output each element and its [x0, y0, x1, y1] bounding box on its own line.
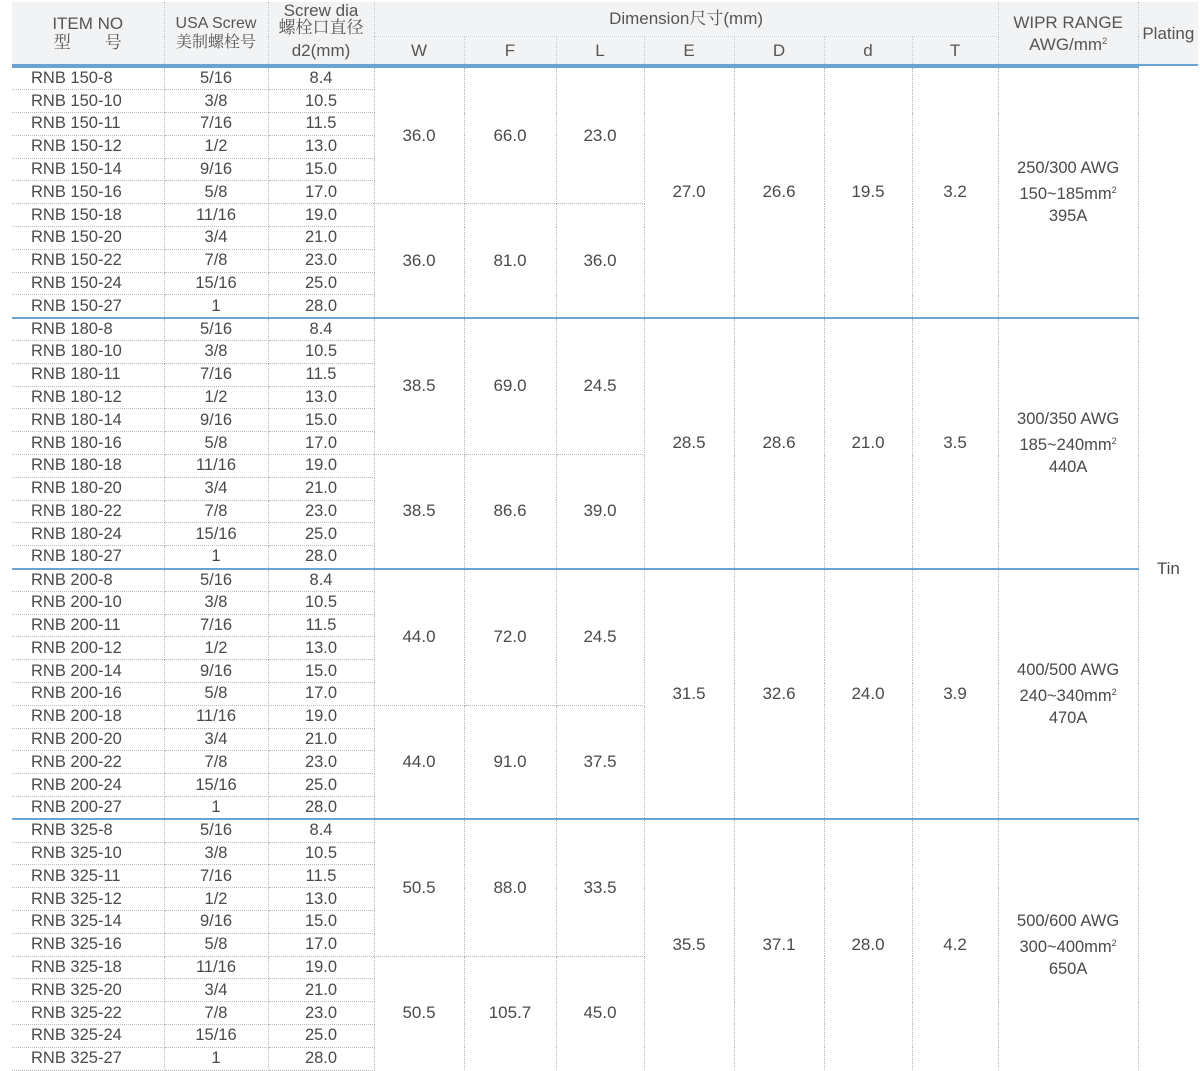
usa-screw-cell: 1/2	[164, 888, 268, 911]
screw-dia-cell: 19.0	[268, 705, 374, 728]
usa-screw-cell: 5/8	[164, 181, 268, 204]
header-wipr-range: WIPR RANGE AWG/$mm^2$	[998, 2, 1138, 65]
screw-dia-cell: 10.5	[268, 591, 374, 614]
item-no-cell: RNB 150-12	[12, 135, 164, 158]
header-e: E	[644, 36, 734, 65]
screw-dia-cell: 19.0	[268, 956, 374, 979]
screw-dia-cell: 28.0	[268, 546, 374, 569]
screw-dia-cell: 13.0	[268, 888, 374, 911]
plating-cell: Tin	[1156, 558, 1180, 578]
screw-dia-cell: 8.4	[268, 67, 374, 90]
item-no-cell: RNB 200-18	[12, 705, 164, 728]
item-no-cell: RNB 325-14	[12, 910, 164, 933]
usa-screw-cell: 3/8	[164, 842, 268, 865]
usa-screw-cell: 1	[164, 546, 268, 569]
item-no-cell: RNB 180-22	[12, 500, 164, 523]
t-cell: 3.9	[912, 569, 998, 820]
item-no-cell: RNB 325-16	[12, 933, 164, 956]
item-no-cell: RNB 200-24	[12, 774, 164, 797]
wipr-range-cell: 300/350 AWG $185\sim 240mm^2$ 440A	[998, 318, 1138, 569]
item-no-cell: RNB 180-10	[12, 341, 164, 364]
f-cell: 72.0	[464, 569, 556, 706]
l-cell: 24.5	[556, 569, 644, 706]
e-cell: 28.5	[644, 318, 734, 569]
item-no-cell: RNB 150-24	[12, 272, 164, 295]
item-no-cell: RNB 180-20	[12, 477, 164, 500]
screw-dia-cell: 11.5	[268, 865, 374, 888]
usa-screw-cell: 1	[164, 295, 268, 318]
item-no-cell: RNB 180-8	[12, 318, 164, 341]
header-dimension: Dimension尺寸(mm)	[374, 2, 998, 36]
table-row	[12, 318, 1198, 341]
l-cell: 24.5	[556, 318, 644, 455]
item-no-cell: RNB 325-20	[12, 979, 164, 1002]
usa-screw-cell: 1/2	[164, 135, 268, 158]
usa-screw-cell: 9/16	[164, 910, 268, 933]
item-no-cell: RNB 325-10	[12, 842, 164, 865]
item-no-cell: RNB 150-18	[12, 204, 164, 227]
item-no-cell: RNB 325-18	[12, 956, 164, 979]
usa-screw-cell: 7/16	[164, 113, 268, 136]
screw-dia-cell: 11.5	[268, 614, 374, 637]
f-cell: 69.0	[464, 318, 556, 455]
usa-screw-cell: 11/16	[164, 204, 268, 227]
item-no-cell: RNB 150-14	[12, 158, 164, 181]
screw-dia-cell: 15.0	[268, 660, 374, 683]
w-cell: 50.5	[374, 956, 464, 1070]
item-no-cell: RNB 200-11	[12, 614, 164, 637]
wipr-range-cell: 500/600 AWG $300\sim 400mm^2$ 650A	[998, 819, 1138, 1070]
screw-dia-cell: 10.5	[268, 341, 374, 364]
l-cell: 23.0	[556, 67, 644, 204]
screw-dia-cell: 17.0	[268, 181, 374, 204]
e-cell: 27.0	[644, 67, 734, 318]
item-no-cell: RNB 150-11	[12, 113, 164, 136]
screw-dia-cell: 28.0	[268, 797, 374, 820]
usa-screw-cell: 7/8	[164, 751, 268, 774]
l-cell: 37.5	[556, 705, 644, 819]
item-no-cell: RNB 150-8	[12, 67, 164, 90]
item-no-cell: RNB 150-27	[12, 295, 164, 318]
item-no-cell: RNB 200-8	[12, 569, 164, 592]
usa-screw-cell: 7/16	[164, 865, 268, 888]
item-no-cell: RNB 325-24	[12, 1024, 164, 1047]
header-screw-dia: Screw dia 螺栓口直径	[268, 2, 374, 36]
item-no-cell: RNB 325-27	[12, 1047, 164, 1070]
header-t: T	[912, 36, 998, 65]
screw-dia-cell: 23.0	[268, 1002, 374, 1025]
item-no-cell: RNB 325-12	[12, 888, 164, 911]
f-cell: 81.0	[464, 204, 556, 318]
d-upper-cell: 28.6	[734, 318, 824, 569]
item-no-cell: RNB 180-27	[12, 546, 164, 569]
usa-screw-cell: 3/4	[164, 979, 268, 1002]
w-cell: 36.0	[374, 67, 464, 204]
item-no-cell: RNB 325-11	[12, 865, 164, 888]
l-cell: 39.0	[556, 455, 644, 569]
l-cell: 36.0	[556, 204, 644, 318]
screw-dia-cell: 15.0	[268, 409, 374, 432]
usa-screw-cell: 15/16	[164, 272, 268, 295]
screw-dia-cell: 25.0	[268, 523, 374, 546]
spec-table-container	[12, 2, 1198, 1066]
header-d-lower: d	[824, 36, 912, 65]
screw-dia-cell: 13.0	[268, 637, 374, 660]
usa-screw-cell: 5/16	[164, 569, 268, 592]
header-w: W	[374, 36, 464, 65]
f-cell: 66.0	[464, 67, 556, 204]
w-cell: 38.5	[374, 455, 464, 569]
item-no-cell: RNB 200-10	[12, 591, 164, 614]
w-cell: 38.5	[374, 318, 464, 455]
item-no-cell: RNB 150-10	[12, 90, 164, 113]
l-cell: 33.5	[556, 819, 644, 956]
usa-screw-cell: 5/8	[164, 432, 268, 455]
usa-screw-cell: 3/4	[164, 227, 268, 250]
d-lower-cell: 19.5	[824, 67, 912, 318]
screw-dia-cell: 11.5	[268, 113, 374, 136]
header-usa-screw: USA Screw 美制螺栓号	[164, 2, 268, 65]
screw-dia-cell: 21.0	[268, 979, 374, 1002]
item-no-cell: RNB 325-8	[12, 819, 164, 842]
wipr-range-cell: 250/300 AWG $150\sim 185mm^2$ 395A	[998, 67, 1138, 318]
wipr-range-cell: 400/500 AWG $240\sim 340mm^2$ 470A	[998, 569, 1138, 820]
t-cell: 3.2	[912, 67, 998, 318]
usa-screw-cell: 7/8	[164, 1002, 268, 1025]
screw-dia-cell: 23.0	[268, 500, 374, 523]
usa-screw-cell: 3/4	[164, 477, 268, 500]
header-d-upper: D	[734, 36, 824, 65]
screw-dia-cell: 17.0	[268, 683, 374, 706]
item-no-cell: RNB 200-27	[12, 797, 164, 820]
d-upper-cell: 26.6	[734, 67, 824, 318]
screw-dia-cell: 15.0	[268, 910, 374, 933]
usa-screw-cell: 11/16	[164, 956, 268, 979]
item-no-cell: RNB 200-12	[12, 637, 164, 660]
item-no-cell: RNB 180-12	[12, 386, 164, 409]
screw-dia-cell: 8.4	[268, 318, 374, 341]
t-cell: 3.5	[912, 318, 998, 569]
table-row	[12, 819, 1198, 842]
f-cell: 86.6	[464, 455, 556, 569]
screw-dia-cell: 23.0	[268, 249, 374, 272]
item-no-cell: RNB 200-16	[12, 683, 164, 706]
item-no-cell: RNB 200-20	[12, 728, 164, 751]
usa-screw-cell: 1/2	[164, 637, 268, 660]
f-cell: 88.0	[464, 819, 556, 956]
usa-screw-cell: 1/2	[164, 386, 268, 409]
usa-screw-cell: 1	[164, 1047, 268, 1070]
usa-screw-cell: 7/8	[164, 249, 268, 272]
item-no-cell: RNB 180-18	[12, 455, 164, 478]
d-lower-cell: 28.0	[824, 819, 912, 1070]
e-cell: 35.5	[644, 819, 734, 1070]
l-cell: 45.0	[556, 956, 644, 1070]
usa-screw-cell: 9/16	[164, 409, 268, 432]
table-row	[12, 67, 1198, 90]
screw-dia-cell: 13.0	[268, 386, 374, 409]
item-no-cell: RNB 180-24	[12, 523, 164, 546]
d-upper-cell: 37.1	[734, 819, 824, 1070]
f-cell: 91.0	[464, 705, 556, 819]
screw-dia-cell: 10.5	[268, 90, 374, 113]
usa-screw-cell: 5/16	[164, 318, 268, 341]
screw-dia-cell: 8.4	[268, 819, 374, 842]
f-cell: 105.7	[464, 956, 556, 1070]
d-lower-cell: 24.0	[824, 569, 912, 820]
screw-dia-cell: 23.0	[268, 751, 374, 774]
e-cell: 31.5	[644, 569, 734, 820]
usa-screw-cell: 9/16	[164, 660, 268, 683]
screw-dia-cell: 21.0	[268, 477, 374, 500]
usa-screw-cell: 11/16	[164, 455, 268, 478]
usa-screw-cell: 5/16	[164, 819, 268, 842]
usa-screw-cell: 7/8	[164, 500, 268, 523]
screw-dia-cell: 25.0	[268, 774, 374, 797]
usa-screw-cell: 15/16	[164, 774, 268, 797]
table-row	[12, 569, 1198, 592]
w-cell: 44.0	[374, 569, 464, 706]
header-plating: Plating	[1138, 2, 1198, 65]
item-no-cell: RNB 200-22	[12, 751, 164, 774]
screw-dia-cell: 17.0	[268, 933, 374, 956]
screw-dia-cell: 11.5	[268, 363, 374, 386]
usa-screw-cell: 11/16	[164, 705, 268, 728]
item-no-cell: RNB 150-20	[12, 227, 164, 250]
item-no-cell: RNB 325-22	[12, 1002, 164, 1025]
screw-dia-cell: 28.0	[268, 295, 374, 318]
w-cell: 44.0	[374, 705, 464, 819]
usa-screw-cell: 3/4	[164, 728, 268, 751]
item-no-cell: RNB 180-16	[12, 432, 164, 455]
spec-table	[12, 2, 1198, 1071]
w-cell: 36.0	[374, 204, 464, 318]
header-screw-unit: d2(mm)	[268, 36, 374, 65]
screw-dia-cell: 15.0	[268, 158, 374, 181]
screw-dia-cell: 17.0	[268, 432, 374, 455]
item-no-cell: RNB 150-16	[12, 181, 164, 204]
usa-screw-cell: 7/16	[164, 614, 268, 637]
w-cell: 50.5	[374, 819, 464, 956]
d-lower-cell: 21.0	[824, 318, 912, 569]
d-upper-cell: 32.6	[734, 569, 824, 820]
item-no-cell: RNB 180-11	[12, 363, 164, 386]
usa-screw-cell: 1	[164, 797, 268, 820]
item-no-cell: RNB 200-14	[12, 660, 164, 683]
screw-dia-cell: 25.0	[268, 1024, 374, 1047]
screw-dia-cell: 19.0	[268, 455, 374, 478]
usa-screw-cell: 3/8	[164, 90, 268, 113]
usa-screw-cell: 5/8	[164, 933, 268, 956]
usa-screw-cell: 7/16	[164, 363, 268, 386]
usa-screw-cell: 15/16	[164, 523, 268, 546]
screw-dia-cell: 10.5	[268, 842, 374, 865]
table-header	[12, 2, 1198, 67]
item-no-cell: RNB 180-14	[12, 409, 164, 432]
usa-screw-cell: 9/16	[164, 158, 268, 181]
screw-dia-cell: 19.0	[268, 204, 374, 227]
screw-dia-cell: 21.0	[268, 728, 374, 751]
usa-screw-cell: 5/8	[164, 683, 268, 706]
screw-dia-cell: 13.0	[268, 135, 374, 158]
header-l: L	[556, 36, 644, 65]
screw-dia-cell: 28.0	[268, 1047, 374, 1070]
usa-screw-cell: 5/16	[164, 67, 268, 90]
usa-screw-cell: 15/16	[164, 1024, 268, 1047]
usa-screw-cell: 3/8	[164, 591, 268, 614]
header-f: F	[464, 36, 556, 65]
table-body	[12, 67, 1198, 1070]
usa-screw-cell: 3/8	[164, 341, 268, 364]
item-no-cell: RNB 150-22	[12, 249, 164, 272]
screw-dia-cell: 8.4	[268, 569, 374, 592]
screw-dia-cell: 21.0	[268, 227, 374, 250]
header-item-no: ITEM NO 型 号	[12, 2, 164, 65]
screw-dia-cell: 25.0	[268, 272, 374, 295]
t-cell: 4.2	[912, 819, 998, 1070]
